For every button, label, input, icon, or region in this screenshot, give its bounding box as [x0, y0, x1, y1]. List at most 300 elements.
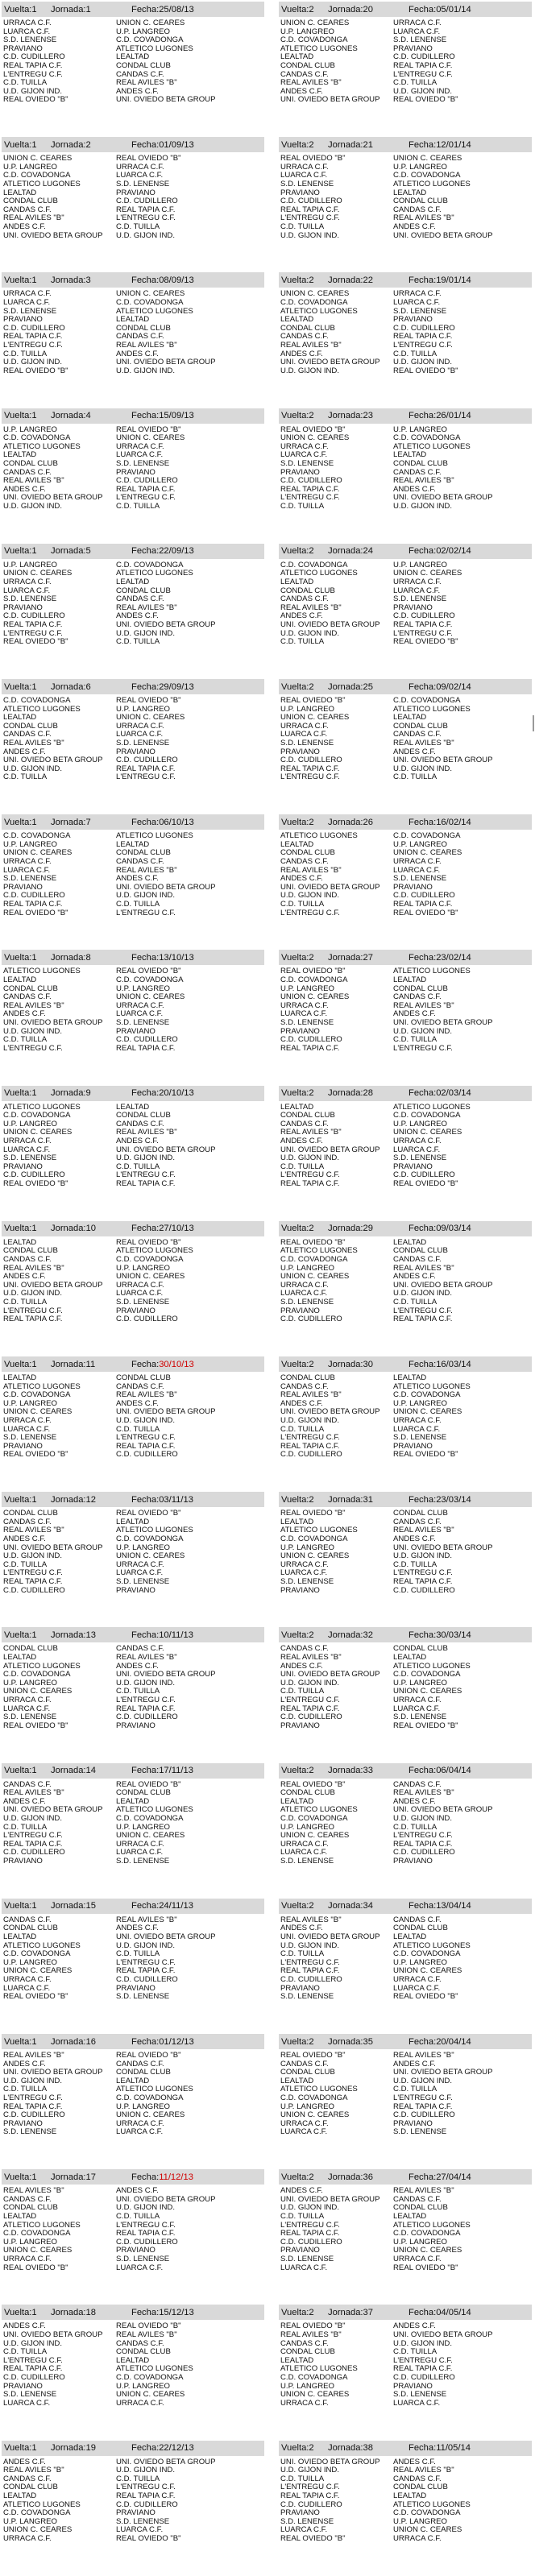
matchday-block [2, 1356, 264, 1460]
away-team: CANDAS C.F. [116, 69, 164, 79]
away-team: URRACA C.F. [393, 289, 442, 299]
jornada-field [328, 546, 409, 556]
away-team: PRAVIANO [116, 1721, 156, 1730]
home-team: REAL OVIEDO "B" [3, 366, 68, 375]
away-team: U.D. GIJON IND. [393, 1813, 453, 1823]
fecha-field [409, 140, 532, 150]
vuelta-label: Vuelta: [4, 681, 32, 692]
matchday-header [279, 1086, 532, 1101]
matchday-block [279, 1763, 532, 1866]
home-team: C.D. CUDILLERO [3, 323, 65, 333]
away-team: L'ENTREGU C.F. [393, 2355, 453, 2365]
fecha-field [131, 1630, 264, 1640]
home-team: C.D. COVADONGA [280, 297, 348, 307]
jornada-field [328, 275, 409, 285]
match-row [2, 773, 264, 782]
home-team: UNION C. CEARES [3, 1407, 73, 1417]
home-team: U.P. LANGREO [3, 162, 58, 172]
away-team: ATLETICO LUGONES [393, 1661, 471, 1671]
away-team: CONDAL CLUB [116, 1788, 171, 1798]
match-row [2, 223, 264, 232]
away-team: REAL TAPIA C.F. [116, 484, 176, 494]
home-team: REAL OVIEDO "B" [3, 1992, 68, 2002]
jornada-label: Jornada: [51, 4, 86, 14]
match-list [279, 697, 532, 782]
match-row [2, 503, 264, 511]
jornada-label: Jornada: [328, 2307, 363, 2317]
jornada-field [51, 1360, 131, 1369]
matchday-header [279, 679, 532, 694]
jornada-field [51, 1766, 131, 1775]
fecha-value: 13/04/14 [436, 1901, 471, 1911]
match-list [2, 1781, 264, 1866]
vuelta-label: Vuelta: [281, 546, 309, 557]
away-team: ANDES C.F. [393, 2457, 436, 2466]
away-team: CONDAL CLUB [393, 197, 448, 206]
away-team: LUARCA C.F. [116, 2127, 164, 2137]
home-team: LUARCA C.F. [280, 2263, 328, 2272]
home-team: L'ENTREGU C.F. [3, 2355, 63, 2365]
away-team: S.D. LENENSE [116, 1576, 170, 1586]
home-team: U.D. GIJON IND. [280, 1153, 340, 1163]
away-team: REAL AVILES "B" [116, 865, 177, 875]
fecha-label: Fecha: [409, 411, 437, 421]
jornada-label: Jornada: [51, 2443, 86, 2454]
home-team: UNION C. CEARES [3, 2246, 73, 2255]
home-team: LEALTAD [280, 52, 314, 62]
vuelta-field [2, 953, 51, 963]
away-team: C.D. CUDILLERO [116, 1974, 178, 1984]
away-team: C.D. CUDILLERO [393, 891, 455, 901]
away-team: UNI. OVIEDO BETA GROUP [393, 756, 493, 765]
home-team: REAL TAPIA C.F. [280, 1043, 340, 1053]
match-row [279, 2331, 532, 2340]
fecha-value: 13/10/13 [159, 952, 194, 963]
away-team: LEALTAD [393, 713, 427, 723]
match-row [279, 19, 532, 28]
away-team: CONDAL CLUB [393, 2483, 448, 2492]
away-team: REAL AVILES "B" [116, 1390, 177, 1400]
fecha-field [409, 275, 532, 285]
home-team: U.D. GIJON IND. [3, 764, 63, 773]
fecha-label: Fecha: [131, 817, 160, 827]
away-team: URRACA C.F. [393, 577, 442, 586]
home-team: L'ENTREGU C.F. [280, 493, 340, 503]
fecha-value: 27/04/14 [436, 2172, 471, 2182]
jornada-value: 22 [363, 275, 373, 285]
matchday-header [279, 2305, 532, 2320]
away-team: CONDAL CLUB [393, 1246, 448, 1256]
away-team: L'ENTREGU C.F. [116, 1170, 176, 1180]
away-team: L'ENTREGU C.F. [116, 1433, 176, 1443]
matchday-block [2, 1627, 264, 1730]
vuelta-value: 2 [309, 4, 314, 14]
home-team: S.D. LENENSE [280, 1856, 334, 1866]
away-team: UNION C. CEARES [116, 1272, 185, 1282]
home-team: S.D. LENENSE [3, 2390, 57, 2400]
match-row [2, 232, 264, 241]
jornada-label: Jornada: [328, 4, 363, 14]
home-team: UNION C. CEARES [280, 992, 350, 1002]
home-team: CONDAL CLUB [280, 323, 335, 333]
away-team: ATLETICO LUGONES [116, 1526, 193, 1535]
matchday-block [2, 1086, 264, 1189]
match-list [2, 155, 264, 240]
jornada-field [51, 411, 131, 420]
away-team: UNI. OVIEDO BETA GROUP [393, 1805, 493, 1815]
vuelta-field [2, 5, 51, 14]
home-team: URRACA C.F. [280, 2398, 329, 2408]
match-row [279, 503, 532, 511]
home-team: U.D. GIJON IND. [280, 2466, 340, 2475]
matchday-header [2, 1086, 264, 1101]
vuelta-label: Vuelta: [281, 1901, 309, 1911]
match-list [2, 19, 264, 105]
home-team: PRAVIANO [280, 188, 320, 197]
match-row [2, 2264, 264, 2273]
match-row [279, 223, 532, 232]
away-team: C.D. TUILLA [393, 1035, 438, 1045]
away-team: LEALTAD [393, 2491, 427, 2500]
fecha-value: 02/02/14 [436, 546, 471, 557]
away-team: REAL TAPIA C.F. [116, 1966, 176, 1976]
home-team: LEALTAD [3, 2491, 37, 2500]
vuelta-label: Vuelta: [281, 817, 309, 827]
home-team: LUARCA C.F. [3, 1983, 51, 1993]
home-team: REAL OVIEDO "B" [280, 2051, 346, 2060]
away-team: L'ENTREGU C.F. [393, 340, 453, 350]
away-team: UNION C. CEARES [393, 2525, 462, 2535]
matchday-header [2, 1899, 264, 1914]
away-team: PRAVIANO [116, 2508, 156, 2518]
home-team: S.D. LENENSE [3, 1433, 57, 1443]
fecha-value: 20/04/14 [436, 2036, 471, 2047]
home-team: U.D. GIJON IND. [3, 1026, 63, 1036]
home-team: C.D. CUDILLERO [280, 2499, 342, 2509]
home-team: PRAVIANO [3, 882, 43, 892]
away-team: REAL TAPIA C.F. [116, 1178, 176, 1188]
matchday-header [2, 1221, 264, 1236]
home-team: CONDAL CLUB [3, 1644, 58, 1654]
match-row [2, 2492, 264, 2501]
away-team: LEALTAD [393, 450, 427, 460]
home-team: LEALTAD [3, 1373, 37, 1382]
away-team: CANDAS C.F. [393, 1915, 442, 1924]
away-team: CANDAS C.F. [393, 1517, 442, 1526]
home-team: CANDAS C.F. [280, 2059, 329, 2069]
away-team: C.D. COVADONGA [393, 433, 461, 443]
home-team: C.D. COVADONGA [3, 1390, 71, 1400]
away-team: LEALTAD [116, 577, 150, 586]
vuelta-value: 1 [31, 1224, 37, 1234]
home-team: REAL OVIEDO "B" [3, 95, 68, 105]
fecha-label: Fecha: [409, 681, 437, 692]
match-row [279, 578, 532, 587]
match-row [279, 2492, 532, 2501]
jornada-label: Jornada: [51, 139, 86, 150]
away-team: L'ENTREGU C.F. [393, 1306, 453, 1315]
jornada-value: 33 [363, 1766, 373, 1776]
home-team: REAL OVIEDO "B" [3, 2263, 68, 2272]
away-team: REAL TAPIA C.F. [116, 1704, 176, 1713]
home-team: U.D. GIJON IND. [280, 628, 340, 638]
away-team: UNION C. CEARES [393, 1407, 462, 1417]
away-team: LEALTAD [393, 1373, 427, 1382]
vuelta-field [279, 953, 328, 963]
home-team: C.D. CUDILLERO [3, 1170, 65, 1180]
away-team: ANDES C.F. [393, 2321, 436, 2331]
match-row [279, 1298, 532, 1307]
home-team: ATLETICO LUGONES [3, 2499, 81, 2509]
home-team: LEALTAD [3, 1652, 37, 1662]
home-team: UNION C. CEARES [280, 2390, 350, 2400]
vuelta-value: 2 [309, 1901, 314, 1911]
away-team: S.D. LENENSE [116, 179, 170, 188]
home-team: CONDAL CLUB [280, 1111, 335, 1120]
home-team: C.D. TUILLA [3, 2085, 48, 2094]
vuelta-value: 2 [309, 1494, 314, 1505]
matchday-block [2, 679, 264, 782]
vuelta-value: 2 [309, 681, 314, 692]
jornada-field [328, 5, 409, 14]
jornada-value: 30 [363, 1359, 373, 1369]
home-team: LEALTAD [280, 315, 314, 325]
home-team: LEALTAD [3, 188, 37, 197]
away-team: C.D. COVADONGA [393, 171, 461, 180]
away-team: REAL OVIEDO "B" [116, 2051, 181, 2060]
match-row [279, 2264, 532, 2273]
away-team: ANDES C.F. [393, 1009, 436, 1019]
home-team: UNION C. CEARES [3, 1687, 73, 1696]
matchday-header [279, 544, 532, 559]
jornada-label: Jornada: [51, 275, 86, 285]
vuelta-value: 2 [309, 1630, 314, 1640]
away-team: L'ENTREGU C.F. [116, 772, 176, 782]
home-team: L'ENTREGU C.F. [280, 2220, 340, 2230]
vuelta-field [279, 1360, 328, 1369]
away-team: ATLETICO LUGONES [393, 1940, 471, 1950]
vuelta-label: Vuelta: [281, 681, 309, 692]
home-team: UNION C. CEARES [3, 154, 73, 164]
home-team: S.D. LENENSE [280, 179, 334, 188]
match-row [279, 773, 532, 782]
home-team: C.D. TUILLA [3, 1559, 48, 1569]
match-row [2, 976, 264, 985]
home-team: U.P. LANGREO [3, 1957, 58, 1967]
home-team: ATLETICO LUGONES [3, 179, 81, 188]
away-team: CANDAS C.F. [116, 1381, 164, 1391]
away-team: LEALTAD [116, 315, 150, 325]
home-team: L'ENTREGU C.F. [280, 213, 340, 223]
jornada-value: 2 [85, 139, 91, 150]
home-team: ATLETICO LUGONES [3, 704, 81, 714]
home-team: LEALTAD [280, 577, 314, 586]
home-team: U.P. LANGREO [280, 2381, 335, 2391]
away-team: C.D. TUILLA [116, 637, 160, 647]
away-team: REAL TAPIA C.F. [116, 1043, 176, 1053]
fecha-label: Fecha: [131, 275, 160, 285]
matchday-block [2, 272, 264, 375]
jornada-value: 5 [85, 546, 91, 557]
home-team: U.P. LANGREO [280, 27, 335, 36]
jornada-label: Jornada: [328, 1901, 363, 1911]
away-team: URRACA C.F. [116, 1559, 164, 1569]
match-row [2, 2374, 264, 2383]
jornada-value: 38 [363, 2443, 373, 2454]
home-team: U.D. GIJON IND. [3, 1289, 63, 1298]
away-team: L'ENTREGU C.F. [393, 1043, 453, 1053]
home-team: LUARCA C.F. [3, 586, 51, 595]
match-row [279, 2374, 532, 2383]
fecha-label: Fecha: [409, 1766, 437, 1776]
away-team: URRACA C.F. [393, 19, 442, 27]
jornada-field [328, 1630, 409, 1640]
jornada-value: 21 [363, 139, 373, 150]
matchday-block [2, 1221, 264, 1324]
home-team: U.P. LANGREO [280, 2102, 335, 2111]
home-team: ATLETICO LUGONES [3, 1102, 81, 1112]
home-team: LEALTAD [280, 1517, 314, 1526]
home-team: ATLETICO LUGONES [280, 306, 358, 316]
home-team: C.D. TUILLA [3, 772, 48, 782]
jornada-label: Jornada: [51, 1359, 86, 1369]
away-team: REAL AVILES "B" [116, 603, 177, 612]
away-team: CONDAL CLUB [116, 1111, 171, 1120]
match-row [2, 1587, 264, 1596]
home-team: REAL AVILES "B" [3, 1788, 64, 1798]
home-team: C.D. TUILLA [280, 1687, 325, 1696]
home-team: UNI. OVIEDO BETA GROUP [3, 1805, 103, 1815]
away-team: REAL AVILES "B" [393, 1000, 454, 1010]
home-team: ANDES C.F. [280, 611, 323, 621]
away-team: ANDES C.F. [393, 1796, 436, 1806]
away-team: C.D. TUILLA [116, 1949, 160, 1959]
match-row [2, 1654, 264, 1663]
home-team: LEALTAD [280, 1796, 314, 1806]
fecha-value: 05/01/14 [436, 4, 471, 14]
home-team: L'ENTREGU C.F. [3, 340, 63, 350]
away-team: C.D. TUILLA [116, 1687, 160, 1696]
vuelta-field [2, 2037, 51, 2047]
fecha-field [409, 2308, 532, 2317]
away-team: C.D. TUILLA [116, 1162, 160, 1171]
matchday-header [2, 2, 264, 17]
home-team: REAL OVIEDO "B" [280, 1237, 346, 1247]
jornada-label: Jornada: [328, 1630, 363, 1640]
away-team: UNION C. CEARES [393, 1966, 462, 1976]
home-team: URRACA C.F. [3, 856, 52, 866]
home-team: REAL AVILES "B" [280, 865, 342, 875]
away-team: U.D. GIJON IND. [116, 628, 176, 638]
fecha-value: 25/08/13 [159, 4, 194, 14]
home-team: UNION C. CEARES [280, 1831, 350, 1841]
away-team: REAL AVILES "B" [393, 213, 454, 223]
match-row [2, 1722, 264, 1731]
away-team: REAL OVIEDO "B" [116, 2533, 181, 2543]
jornada-label: Jornada: [51, 2036, 86, 2047]
home-team: ANDES C.F. [280, 86, 323, 96]
away-team: LEALTAD [116, 1796, 150, 1806]
away-team: U.D. GIJON IND. [116, 1940, 176, 1950]
matchday-block [2, 950, 264, 1053]
jornada-value: 31 [363, 1494, 373, 1505]
vuelta-label: Vuelta: [281, 1359, 309, 1369]
matchday-block [2, 1492, 264, 1595]
away-team: PRAVIANO [393, 603, 433, 612]
match-row [2, 909, 264, 918]
home-team: REAL AVILES "B" [3, 2186, 64, 2196]
away-team: C.D. CUDILLERO [393, 2110, 455, 2120]
vuelta-field [2, 2443, 51, 2453]
home-team: UNION C. CEARES [280, 2110, 350, 2120]
home-team: URRACA C.F. [3, 577, 52, 586]
vuelta-value: 1 [31, 2172, 37, 2182]
away-team: ANDES C.F. [116, 1136, 159, 1145]
home-team: C.D. TUILLA [280, 1424, 325, 1434]
home-team: CANDAS C.F. [280, 2338, 329, 2348]
match-row [279, 2052, 532, 2060]
away-team: LUARCA C.F. [116, 450, 164, 460]
fecha-label: Fecha: [131, 1088, 160, 1099]
away-team: U.D. GIJON IND. [393, 501, 453, 511]
home-team: CANDAS C.F. [3, 1517, 52, 1526]
match-list [2, 1104, 264, 1189]
jornada-label: Jornada: [51, 411, 86, 421]
away-team: ANDES C.F. [116, 349, 159, 358]
home-team: UNION C. CEARES [280, 289, 350, 299]
fecha-label: Fecha: [131, 546, 160, 557]
away-team: S.D. LENENSE [116, 2516, 170, 2526]
home-team: U.P. LANGREO [280, 984, 335, 993]
home-team: CANDAS C.F. [3, 2194, 52, 2204]
away-team: PRAVIANO [393, 882, 433, 892]
away-team: U.P. LANGREO [393, 2237, 448, 2247]
away-team: ATLETICO LUGONES [393, 704, 471, 714]
jornada-value: 11 [85, 1359, 96, 1369]
jornada-value: 20 [363, 4, 373, 14]
away-team: URRACA C.F. [393, 856, 442, 866]
home-team: PRAVIANO [3, 1162, 43, 1171]
away-team: CONDAL CLUB [116, 60, 171, 70]
away-team: UNI. OVIEDO BETA GROUP [116, 2457, 216, 2466]
vuelta-label: Vuelta: [4, 1630, 32, 1640]
match-row [279, 2213, 532, 2222]
jornada-field [328, 2037, 409, 2047]
matchday-block [279, 137, 532, 240]
home-team: REAL TAPIA C.F. [280, 1704, 340, 1713]
matchday-block [279, 2441, 532, 2544]
away-team: UNI. OVIEDO BETA GROUP [116, 2194, 216, 2204]
home-team: LEALTAD [3, 713, 37, 723]
vuelta-value: 1 [31, 2443, 37, 2454]
away-team: LEALTAD [393, 1652, 427, 1662]
home-team: L'ENTREGU C.F. [3, 1043, 63, 1053]
jornada-field [328, 682, 409, 692]
away-team: U.D. GIJON IND. [393, 1551, 453, 1561]
away-team: L'ENTREGU C.F. [393, 69, 453, 79]
jornada-value: 9 [85, 1088, 91, 1099]
home-team: U.P. LANGREO [280, 1822, 335, 1832]
fecha-value: 11/05/14 [436, 2443, 471, 2454]
home-team: UNI. OVIEDO BETA GROUP [3, 1017, 103, 1027]
matchday-header [279, 1763, 532, 1779]
match-row [2, 621, 264, 630]
home-team: C.D. CUDILLERO [3, 2110, 65, 2120]
matchday-header [2, 1356, 264, 1372]
home-team: ANDES C.F. [3, 1534, 46, 1543]
vuelta-value: 1 [31, 1494, 37, 1505]
home-team: PRAVIANO [280, 2246, 320, 2255]
